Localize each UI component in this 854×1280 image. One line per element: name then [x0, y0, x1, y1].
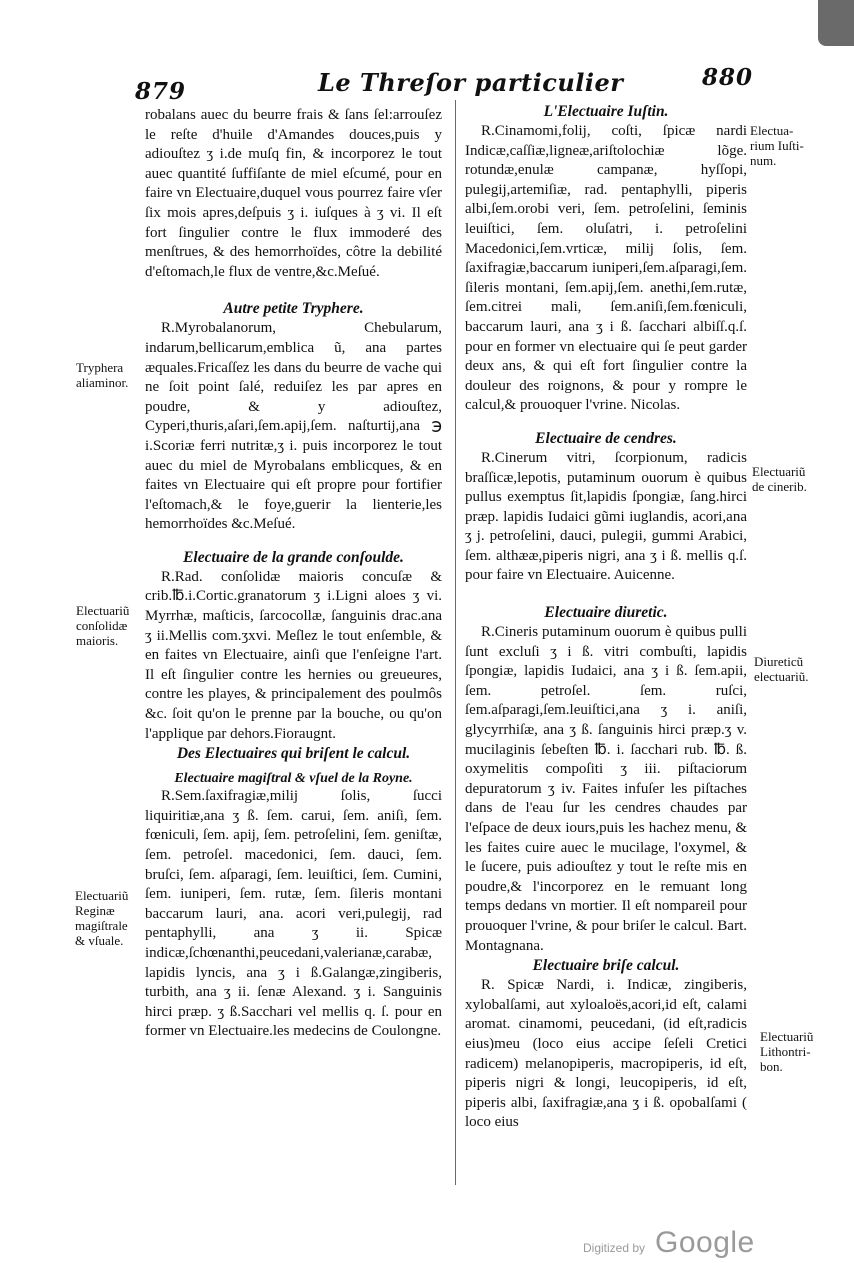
margin-note-line: magiſtrale — [75, 918, 128, 933]
paragraph-diuretic: R.Cineris putaminum ouorum è quibus pulli ſunt excluſi ʒ i ß. vitri combuſti, lapidis ſpongiæ, lapidis Iudaici, ana ʒ i ß. ſem.apii, ſem. petroſel. ſem. ruſci, ſem.aſparagi,ſem.leuiſtici,ana ʒ i. aniſi, glycyrrhiſæ, ana ʒ ß. ſanguinis hirci præp.ʒ v. mucilaginis ſebeſten ℔. i. ſacchari rub. ℔. ß. oxymelitis compoſiti ʒ iii. piſtaciorum depuratorum ʒ iv. Faites infuſer les piſtaches dans de l'eau ſur les cendres chaudes par l'eſpace de deux iours,puis les hachez menu, & les faites cuire auec le mucilage, l'oxymel, & le ſucere, puis adiouſtez y tout le reſte mis en poudre,& l'incorporez en le remuant long temps dedans vn mortier. Il eſt nompareil pour prouoquer l'vrine, & pour briſer le calcul. Bart. Montagnana. — [465, 624, 747, 954]
margin-note-line: maioris. — [76, 633, 119, 648]
margin-note-line: num. — [750, 153, 777, 168]
heading-brise-calcul: Electuaire briſe calcul. — [532, 957, 680, 975]
column-divider — [455, 100, 456, 1185]
heading-electuaire-iustin: L'Electuaire Iuſtin. — [543, 103, 669, 120]
heading-cendres: Electuaire de cendres. — [535, 429, 677, 447]
left-column — [145, 106, 442, 1042]
margin-note-line: Electuariũ — [76, 603, 130, 618]
page-header — [0, 52, 854, 105]
margin-note-line: Electuariũ — [75, 888, 129, 903]
right-column — [465, 102, 747, 1133]
margin-note-line: Diureticũ — [754, 654, 804, 669]
margin-note-consolidae — [76, 603, 129, 648]
google-logo: Google — [655, 1226, 755, 1259]
margin-note-cinerib — [752, 464, 807, 494]
heading-diuretic: Electuaire diuretic. — [544, 604, 668, 622]
margin-note-line: rium Iuſti- — [750, 138, 804, 153]
margin-note-lithontribon — [760, 1029, 813, 1074]
heading-autre-tryphere: Autre petite Tryphere. — [223, 300, 364, 318]
paragraph-continuation: robalans auec du beurre frais & ſans ſel:arrouſez le reſte d'huile d'Amandes douces,puis y adiouſtez ʒ i.de muſq fin, & incorporez le tout auec quantité ſuffiſante de miel eſcumé, pour en faire vn Electuaire,duquel vous pourrez faire vſer ſix mois apres,deſpuis ʒ i. iuſques à ʒ vi. Il eſt fort ſingulier contre le flux immoderé des menſtrues, & des hemorrhoïdes, côtre la debilité d'eſtomach,le flux de ventre,&c.Meſué. — [145, 107, 442, 280]
margin-note-line: bon. — [760, 1059, 783, 1074]
margin-note-line: Electuariũ — [760, 1029, 814, 1044]
margin-note-line: Electua- — [750, 123, 794, 138]
margin-note-iustinum — [750, 123, 804, 168]
margin-note-line: conſolidæ — [76, 618, 128, 633]
margin-note-line: aliaminor. — [76, 375, 129, 390]
page-number-right: 880 — [702, 64, 754, 91]
page-number-left: 879 — [135, 78, 187, 105]
margin-note-line: & vſuale. — [75, 933, 124, 948]
running-title: Le Threſor particulier — [318, 68, 624, 97]
paragraph-royne: R.Sem.ſaxifragiæ,milij ſolis, ſucci liquiritiæ,ana ʒ ß. ſem. carui, ſem. aniſi, ſem. fœniculi, ſem. apij, ſem. petroſelini, ſem. geniſtæ, ſem. petroſel. macedonici, ſem. dauci, ſem. bruſci, ſem. aſparagi, ſem. leuiſtici, ſem. Cumini, ſem. iuniperi, ſem. rutæ, ſem. ſileris montani baccarum lauri, ana. acori veri,pulegij, rad pentaphylli, ana ʒ ii. Spicæ indicæ,ſchœnanthi,peucedani,valerianæ,carabæ, lapidis lyncis, ana ʒ i ß.Galangæ,zingiberis, turbith, ana ʒ ii. ſenæ Alexand. ʒ i. Sanguinis hirci præp. ʒ ß.Sacchari vel mellis q. ſ. pour en former vn Electuaire.les medecins de Coulongne. — [145, 788, 442, 1040]
margin-note-diureticum — [754, 654, 809, 684]
digitized-by-text: Digitized by — [583, 1241, 646, 1255]
paragraph-brise-calcul: R. Spicæ Nardi, i. Indicæ, zingiberis, xylobalſami, aut xyloaloës,acori,id eſt, calami aromat. cinamomi, peucedani, (id eſt,radicis eius)meu (loco eius accipe ſeſeli Cretici radicem) melanopiperis, macropiperis, id eſt, piperis nigri & longi, leucopiperis, id eſt, piperis albi, ſaxifragiæ,ana ʒ i ß. opobalſami ( loco eius — [465, 977, 747, 1131]
heading-grande-consoulde: Electuaire de la grande conſoulde. — [183, 548, 404, 566]
margin-note-line: Electuariũ — [752, 464, 806, 479]
paragraph-tryphere: R.Myrobalanorum, Chebularum, indarum,bellicarum,emblica ũ, ana partes æquales.Fricaſſez les dans du beurre de vache qui ne ſoit point ſalé, reduiſez les par apres en poudre, & y adiouſtez, Cyperi,thuris,aſari,ſem.apij,ſem. naſturtij,ana ℈ i.Scoriæ ferri nutritæ,ʒ i. puis incorporez le tout auec du miel de Myrobalans emblicques, & en faites vn Electuaire qui eſt propre pour fortifier l'eſtomach,& le foye,guerir la lienterie,les hemorrhoïdes &c.Meſué. — [145, 320, 442, 533]
paragraph-cendres: R.Cinerum vitri, ſcorpionum, radicis braſſicæ,lepotis, putaminum ouorum è quibus pullus exemptus ſit,lapidis ſpongiæ, ſang.hirci præp. lapidis Iudaici gũmi iuglandis, acori,ana ʒ j. petroſelini, dauci, pulegii, gummi Arabici, ſem. althææ,piperis nigri, ana ʒ i ß. mellis q.ſ. pour faire vn Electuaire. Auicenne. — [465, 449, 747, 584]
margin-note-line: Lithontri- — [760, 1044, 811, 1059]
google-watermark — [583, 1228, 783, 1264]
paragraph-iustin: R.Cinamomi,folij, coſti, ſpicæ nardi Indicæ,caſſiæ,ligneæ,ariſtolochiæ lõge. rotundæ,enulæ campanæ, hyſſopi, pulegij,artemiſiæ, rad. pentaphylli, piperis albi,ſem.orobi veri, ſem. petroſelini, ſeminis leuiſtici, ſem. oluſatri, i. petroſelini Macedonici,ſem.vrticæ, milij ſolis, ſem. ſaxifragiæ,baccarum iuniperi,ſem.aſparagi,ſem. ſileris montani, ſem.apij,ſem. anethi,ſem.rutæ, ſem.citrei mali, ſem.aniſi,ſem.fœniculi, baccarum lauri, ana ʒ i ß. ſacchari albiſſ.q.ſ. pour en former vn electuaire qui ſe peut garder deux ans, & qui eſt fort ſingulier contre la douleur des roignons, & pour y rompre le calcul,& prouoquer l'vrine. Nicolas. — [465, 123, 747, 414]
margin-note-reginae — [75, 888, 128, 948]
margin-note-line: Tryphera — [76, 360, 124, 375]
margin-note-line: electuariũ. — [754, 669, 809, 684]
heading-magistral-royne: Electuaire magiſtral & vſuel de la Royne. — [174, 771, 413, 787]
margin-note-line: Reginæ — [75, 903, 115, 918]
heading-brisent-calcul: Des Electuaires qui briſent le calcul. — [176, 745, 411, 763]
margin-note-tryphera — [76, 360, 128, 390]
margin-note-line: de cinerib. — [752, 479, 807, 494]
paragraph-consoulde: R.Rad. conſolidæ maioris concuſæ & crib.℔.i.Cortic.granatorum ʒ i.Ligni aloes ʒ vi. Myrrhæ, maſticis, ſarcocollæ, ſanguinis drac.ana ʒ ii.Mellis com.ʒxvi. Meſlez le tout enſemble, & en faites vn Electuaire, ainſi que l'enſeigne l'art. Il eſt ſingulier contre les hernies ou greueures, contre les playes, & principalement des poulmôs &c. ſoit qu'on le prenne par la bouche, ou qu'on l'applique par dehors.Fioraugnt. — [145, 568, 442, 742]
page-edge-shadow — [818, 0, 854, 46]
